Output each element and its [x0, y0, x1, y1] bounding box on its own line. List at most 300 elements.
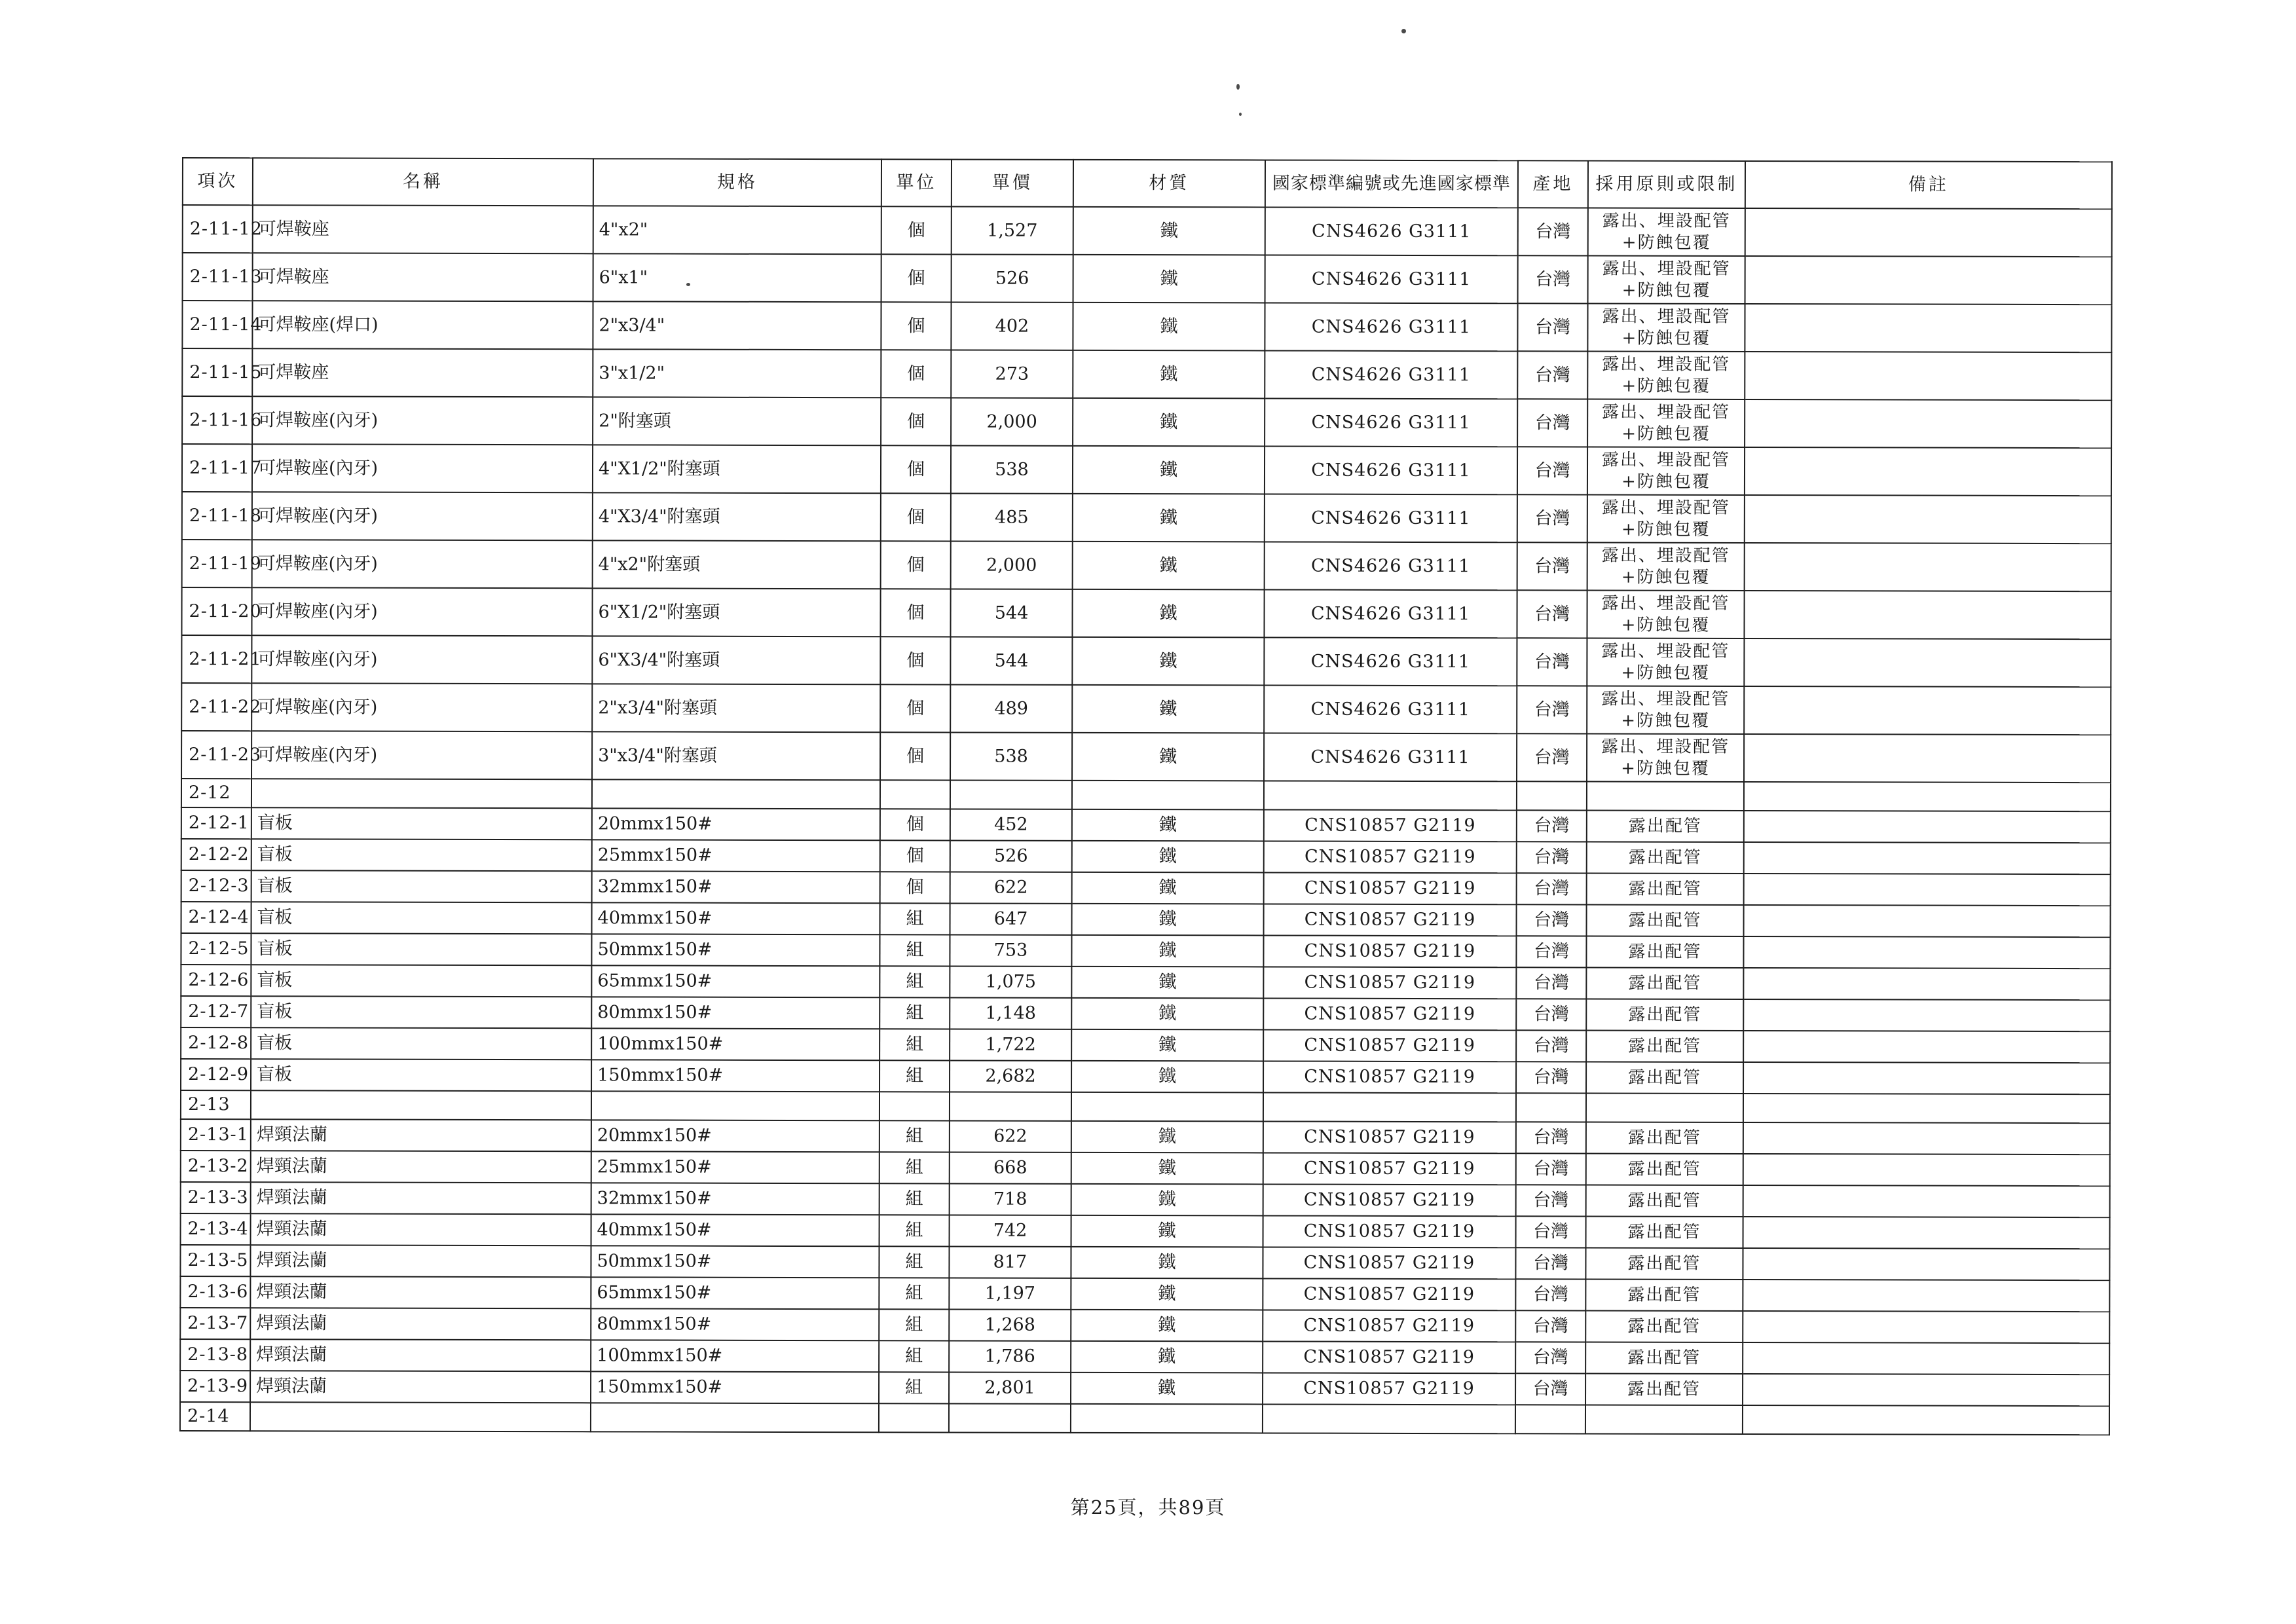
item-spec-cell: 150mmx150# [591, 1371, 879, 1403]
item-origin-cell: 台灣 [1517, 638, 1587, 686]
item-origin-cell: 台灣 [1516, 936, 1586, 967]
item-origin-cell: 台灣 [1517, 303, 1587, 351]
item-standard-cell: CNS10857 G2119 [1263, 1278, 1515, 1310]
item-standard-cell: CNS4626 G3111 [1265, 494, 1517, 542]
item-rule-cell: 露出配管 [1587, 904, 1744, 936]
item-material-cell: 鐵 [1071, 935, 1263, 967]
item-price-cell: 273 [951, 350, 1073, 397]
item-remark-cell [1744, 591, 2111, 639]
item-spec-cell: 2"x3/4" [593, 301, 881, 350]
item-spec-cell: 4"X3/4"附塞頭 [593, 492, 881, 541]
item-price-cell: 526 [950, 840, 1072, 872]
table-row [180, 1371, 2109, 1406]
item-name-cell: 焊頸法蘭 [250, 1371, 591, 1403]
item-spec-cell: 20mmx150# [591, 1120, 880, 1152]
item-rule-cell: 露出配管 [1586, 1061, 1743, 1094]
item-material-cell: 鐵 [1072, 872, 1264, 904]
item-price-cell: 1,148 [950, 997, 1071, 1029]
item-standard-cell: CNS4626 G3111 [1265, 542, 1517, 590]
item-spec-cell: 150mmx150# [591, 1060, 880, 1092]
item-remark-cell [1744, 874, 2111, 906]
table-row [181, 807, 2111, 843]
item-price-cell: 544 [950, 637, 1072, 684]
item-material-cell: 鐵 [1073, 494, 1265, 542]
item-standard-cell: CNS4626 G3111 [1265, 303, 1517, 351]
item-unit-cell: 組 [879, 1309, 949, 1340]
item-spec-cell: 3"x3/4"附塞頭 [592, 731, 880, 780]
item-name-cell [251, 1090, 591, 1120]
item-name-cell: 可焊鞍座 [253, 253, 593, 301]
item-spec-cell: 6"X3/4"附塞頭 [592, 636, 880, 684]
item-remark-cell [1745, 208, 2112, 257]
item-name-cell: 可焊鞍座(內牙) [251, 683, 592, 731]
item-origin-cell: 台灣 [1516, 1030, 1586, 1061]
item-price-cell: 538 [950, 732, 1072, 780]
table-row [181, 839, 2111, 874]
item-price-cell [949, 1403, 1071, 1432]
item-remark-cell [1743, 1094, 2110, 1123]
item-remark-cell [1743, 1405, 2109, 1435]
table-row [183, 205, 2112, 257]
header-origin: 產地 [1518, 160, 1588, 208]
item-price-cell: 1,527 [952, 206, 1073, 254]
item-origin-cell: 台灣 [1517, 351, 1587, 399]
item-material-cell: 鐵 [1073, 303, 1265, 351]
item-name-cell [251, 779, 592, 808]
item-remark-cell [1745, 352, 2111, 400]
item-price-cell: 622 [950, 1120, 1071, 1152]
table-row [181, 635, 2111, 687]
item-unit-cell: 個 [881, 302, 951, 350]
item-unit-cell: 個 [880, 637, 950, 684]
item-unit-cell: 組 [880, 1215, 950, 1246]
table-row [181, 1059, 2110, 1094]
item-name-cell: 焊頸法蘭 [250, 1308, 591, 1340]
item-name-cell: 盲板 [251, 839, 592, 871]
item-spec-cell: 65mmx150# [591, 1277, 879, 1309]
item-price-cell: 452 [950, 809, 1072, 840]
item-origin-cell: 台灣 [1517, 590, 1587, 638]
item-spec-cell: 50mmx150# [591, 934, 880, 966]
item-standard-cell: CNS10857 G2119 [1263, 998, 1516, 1030]
item-rule-cell: 露出配管 [1586, 967, 1743, 999]
item-unit-cell: 個 [881, 397, 951, 445]
item-name-cell [250, 1402, 591, 1431]
page-number: 第25頁，共89頁 [1070, 1496, 1226, 1519]
header-remark: 備註 [1745, 161, 2112, 209]
item-material-cell: 鐵 [1073, 255, 1265, 303]
item-spec-cell: 20mmx150# [592, 808, 880, 840]
item-origin-cell: 台灣 [1516, 1153, 1586, 1185]
item-origin-cell: 台灣 [1516, 1185, 1586, 1216]
scan-speck [1236, 84, 1240, 90]
item-rule-cell: 露出、埋設配管+防蝕包覆 [1587, 399, 1745, 447]
item-unit-cell: 個 [880, 589, 950, 637]
item-material-cell: 鐵 [1072, 637, 1264, 686]
item-origin-cell: 台灣 [1517, 810, 1587, 841]
item-material-cell: 鐵 [1071, 967, 1263, 999]
item-rule-cell: 露出配管 [1585, 1342, 1743, 1374]
item-code-cell: 2-11-22 [181, 683, 251, 731]
item-remark-cell [1743, 968, 2110, 1000]
item-unit-cell: 組 [880, 966, 950, 997]
item-name-cell: 盲板 [251, 902, 592, 934]
item-code-cell: 2-12-3 [181, 870, 251, 902]
item-remark-cell [1744, 734, 2111, 783]
item-unit-cell: 個 [881, 541, 951, 589]
table-row [182, 444, 2111, 496]
table-row [181, 933, 2110, 969]
item-rule-cell: 露出、埋設配管+防蝕包覆 [1587, 542, 1745, 591]
item-code-cell: 2-12 [181, 779, 251, 807]
header-item: 項次 [183, 158, 253, 205]
item-price-cell: 817 [949, 1246, 1071, 1278]
item-rule-cell: 露出配管 [1586, 999, 1743, 1031]
item-origin-cell: 台灣 [1518, 208, 1588, 255]
table-row [183, 253, 2112, 304]
item-price-cell: 742 [950, 1215, 1071, 1246]
item-material-cell: 鐵 [1073, 350, 1265, 399]
item-code-cell: 2-12-8 [181, 1027, 251, 1059]
item-code-cell: 2-13-4 [181, 1213, 251, 1245]
item-unit-cell: 個 [880, 732, 950, 780]
item-origin-cell: 台灣 [1517, 399, 1587, 447]
item-name-cell: 可焊鞍座(內牙) [252, 540, 593, 588]
table-header-row [183, 158, 2112, 209]
item-spec-cell: 6"X1/2"附塞頭 [592, 588, 880, 637]
item-remark-cell [1745, 543, 2111, 591]
item-spec-cell: 25mmx150# [592, 840, 880, 872]
item-spec-cell: 3"x1/2" [593, 349, 881, 397]
item-spec-cell: 100mmx150# [591, 1340, 879, 1372]
item-spec-cell: 40mmx150# [592, 902, 880, 934]
item-code-cell: 2-12-4 [181, 902, 251, 933]
item-price-cell: 489 [950, 684, 1072, 732]
item-unit-cell: 個 [881, 350, 951, 397]
item-price-cell: 538 [951, 445, 1073, 493]
item-name-cell: 可焊鞍座(焊口) [252, 301, 593, 349]
item-remark-cell [1745, 256, 2112, 304]
item-remark-cell [1744, 782, 2111, 811]
item-material-cell: 鐵 [1071, 1278, 1263, 1310]
table-row [180, 1245, 2109, 1280]
item-spec-cell: 80mmx150# [591, 1308, 879, 1340]
item-material-cell: 鐵 [1071, 1184, 1263, 1216]
item-material-cell: 鐵 [1071, 1310, 1263, 1342]
item-unit-cell: 個 [881, 493, 951, 541]
item-unit-cell: 組 [879, 1372, 949, 1403]
item-standard-cell: CNS10857 G2119 [1264, 872, 1517, 904]
item-standard-cell: CNS4626 G3111 [1264, 637, 1517, 686]
item-rule-cell: 露出、埋設配管+防蝕包覆 [1587, 590, 1744, 638]
item-rule-cell: 露出、埋設配管+防蝕包覆 [1587, 733, 1744, 782]
item-material-cell: 鐵 [1072, 904, 1264, 936]
item-origin-cell [1516, 1093, 1586, 1122]
item-code-cell: 2-12-6 [181, 965, 251, 996]
item-name-cell: 可焊鞍座(內牙) [252, 444, 593, 492]
item-origin-cell: 台灣 [1517, 686, 1587, 733]
table-row [181, 1027, 2110, 1063]
item-remark-cell [1743, 936, 2110, 969]
item-spec-cell: 65mmx150# [591, 965, 880, 997]
item-rule-cell: 露出、埋設配管+防蝕包覆 [1588, 255, 1745, 304]
item-rule-cell: 露出、埋設配管+防蝕包覆 [1587, 447, 1745, 495]
item-name-cell: 盲板 [251, 933, 591, 965]
item-standard-cell: CNS10857 G2119 [1263, 1121, 1516, 1153]
table-row [181, 587, 2111, 639]
item-remark-cell [1743, 1280, 2109, 1312]
item-unit-cell: 個 [881, 254, 952, 302]
table-row [181, 996, 2110, 1031]
item-rule-cell [1585, 1405, 1743, 1434]
item-material-cell: 鐵 [1073, 207, 1265, 255]
item-material-cell: 鐵 [1073, 542, 1265, 590]
item-name-cell: 焊頸法蘭 [251, 1119, 591, 1151]
item-code-cell: 2-13-8 [180, 1339, 250, 1371]
item-standard-cell: CNS10857 G2119 [1263, 1215, 1516, 1247]
item-name-cell: 盲板 [251, 996, 591, 1028]
table-body [180, 205, 2112, 1435]
item-rule-cell: 露出配管 [1585, 1279, 1743, 1311]
item-price-cell: 1,075 [950, 966, 1071, 997]
item-code-cell: 2-11-15 [182, 348, 252, 396]
item-material-cell: 鐵 [1071, 1215, 1263, 1247]
item-remark-cell [1743, 1122, 2110, 1154]
item-rule-cell: 露出配管 [1587, 810, 1744, 842]
item-standard-cell: CNS4626 G3111 [1265, 446, 1517, 494]
item-origin-cell: 台灣 [1516, 999, 1586, 1030]
item-origin-cell: 台灣 [1517, 904, 1587, 936]
item-code-cell: 2-13 [181, 1090, 251, 1119]
header-price: 單價 [952, 159, 1073, 206]
item-price-cell: 526 [952, 254, 1073, 302]
table-row [181, 965, 2110, 1000]
item-remark-cell [1744, 811, 2111, 843]
item-unit-cell: 組 [879, 1340, 949, 1372]
item-spec-cell: 32mmx150# [592, 871, 880, 903]
item-price-cell: 718 [950, 1183, 1071, 1215]
item-price-cell: 2,000 [951, 397, 1073, 445]
item-material-cell: 鐵 [1072, 589, 1264, 638]
item-price-cell: 753 [950, 934, 1071, 966]
item-name-cell: 盲板 [251, 1059, 591, 1091]
item-material-cell: 鐵 [1073, 398, 1265, 447]
item-unit-cell [880, 780, 950, 809]
item-unit-cell: 組 [880, 1183, 950, 1215]
table-row [182, 540, 2111, 591]
header-rule: 採用原則或限制 [1588, 160, 1745, 208]
item-material-cell: 鐵 [1072, 685, 1264, 733]
item-origin-cell: 台灣 [1516, 1061, 1586, 1093]
item-unit-cell: 個 [880, 872, 950, 903]
item-unit-cell: 個 [881, 445, 951, 493]
item-rule-cell: 露出配管 [1586, 1185, 1743, 1217]
item-rule-cell: 露出、埋設配管+防蝕包覆 [1587, 686, 1744, 734]
item-code-cell: 2-11-12 [183, 205, 253, 253]
item-code-cell: 2-12-7 [181, 996, 251, 1027]
item-origin-cell: 台灣 [1515, 1342, 1585, 1373]
item-standard-cell: CNS10857 G2119 [1263, 1153, 1516, 1185]
item-code-cell: 2-13-9 [180, 1371, 250, 1402]
header-standard: 國家標準編號或先進國家標準 [1265, 160, 1518, 208]
item-origin-cell: 台灣 [1515, 1247, 1585, 1279]
item-code-cell: 2-11-14 [182, 301, 252, 348]
header-material: 材質 [1073, 160, 1265, 208]
section-row [181, 1090, 2110, 1123]
item-name-cell: 可焊鞍座 [252, 348, 593, 397]
item-remark-cell [1743, 1374, 2109, 1406]
item-rule-cell: 露出配管 [1585, 1373, 1743, 1405]
header-spec: 規格 [593, 158, 881, 206]
item-standard-cell: CNS10857 G2119 [1263, 1373, 1515, 1405]
item-standard-cell: CNS10857 G2119 [1263, 1341, 1515, 1373]
item-price-cell: 622 [950, 872, 1072, 903]
item-code-cell: 2-13-6 [180, 1276, 250, 1308]
item-rule-cell: 露出配管 [1586, 936, 1743, 968]
item-price-cell: 2,000 [951, 541, 1073, 589]
item-material-cell: 鐵 [1071, 1121, 1263, 1153]
item-origin-cell [1515, 1405, 1585, 1433]
item-code-cell: 2-11-20 [181, 587, 251, 635]
item-spec-cell: 50mmx150# [591, 1246, 879, 1278]
table-row [181, 1213, 2110, 1249]
item-standard-cell [1263, 1092, 1516, 1122]
item-unit-cell: 組 [880, 1029, 950, 1060]
item-origin-cell: 台灣 [1517, 494, 1587, 542]
item-spec-cell: 80mmx150# [591, 997, 880, 1029]
item-name-cell: 焊頸法蘭 [250, 1339, 591, 1371]
item-spec-cell [592, 779, 880, 809]
item-code-cell: 2-12-1 [181, 807, 251, 839]
item-unit-cell: 個 [880, 840, 950, 872]
item-remark-cell [1743, 1311, 2109, 1343]
item-remark-cell [1745, 447, 2111, 496]
item-name-cell: 可焊鞍座(內牙) [252, 492, 593, 540]
item-name-cell: 盲板 [251, 870, 592, 902]
item-name-cell: 可焊鞍座 [253, 205, 593, 253]
item-origin-cell [1517, 781, 1587, 810]
item-spec-cell [591, 1403, 879, 1432]
item-origin-cell: 台灣 [1517, 873, 1587, 904]
item-origin-cell: 台灣 [1517, 841, 1587, 873]
table-row [180, 1339, 2109, 1375]
item-material-cell: 鐵 [1071, 1153, 1263, 1185]
item-name-cell: 焊頸法蘭 [250, 1245, 591, 1277]
item-material-cell: 鐵 [1072, 841, 1264, 873]
item-spec-cell: 4"x2"附塞頭 [593, 540, 881, 589]
item-rule-cell: 露出、埋設配管+防蝕包覆 [1587, 351, 1745, 399]
item-rule-cell: 露出配管 [1586, 1030, 1743, 1062]
item-code-cell: 2-13-7 [180, 1308, 250, 1339]
item-code-cell: 2-12-2 [181, 839, 251, 870]
item-code-cell: 2-12-5 [181, 933, 251, 965]
item-code-cell: 2-11-23 [181, 731, 251, 779]
item-standard-cell [1263, 1404, 1515, 1433]
item-origin-cell: 台灣 [1517, 733, 1587, 781]
item-code-cell: 2-11-17 [182, 444, 252, 492]
scan-speck [1239, 113, 1242, 116]
item-remark-cell [1743, 1248, 2109, 1280]
item-price-cell: 1,197 [949, 1278, 1071, 1309]
item-unit-cell: 組 [880, 1120, 950, 1152]
item-standard-cell: CNS10857 G2119 [1263, 1061, 1516, 1093]
item-unit-cell [880, 1092, 950, 1120]
item-origin-cell: 台灣 [1517, 447, 1587, 494]
item-standard-cell: CNS4626 G3111 [1264, 733, 1517, 781]
item-standard-cell: CNS4626 G3111 [1265, 398, 1517, 447]
item-price-cell: 544 [950, 589, 1072, 637]
item-origin-cell: 台灣 [1515, 1310, 1585, 1342]
item-code-cell: 2-11-13 [183, 253, 253, 301]
item-spec-cell [591, 1091, 880, 1120]
item-rule-cell: 露出、埋設配管+防蝕包覆 [1587, 638, 1744, 686]
item-origin-cell: 台灣 [1516, 967, 1586, 999]
item-standard-cell: CNS10857 G2119 [1263, 967, 1516, 999]
item-spec-cell: 4"X1/2"附塞頭 [593, 445, 881, 493]
item-material-cell: 鐵 [1071, 998, 1263, 1030]
item-unit-cell: 組 [880, 1152, 950, 1183]
header-unit: 單位 [881, 159, 952, 206]
item-name-cell: 可焊鞍座(內牙) [252, 396, 593, 445]
item-spec-cell: 32mmx150# [591, 1183, 880, 1215]
item-unit-cell: 組 [880, 997, 950, 1029]
item-standard-cell: CNS10857 G2119 [1264, 841, 1517, 873]
table-row [182, 348, 2111, 400]
item-remark-cell [1744, 842, 2111, 874]
item-price-cell [950, 780, 1072, 809]
item-price-cell: 1,722 [950, 1029, 1071, 1060]
item-price-cell: 668 [950, 1152, 1071, 1183]
item-name-cell: 焊頸法蘭 [250, 1276, 591, 1308]
table-row [180, 1308, 2109, 1343]
item-standard-cell [1264, 781, 1517, 810]
item-code-cell: 2-13-2 [181, 1151, 251, 1182]
item-material-cell: 鐵 [1071, 1029, 1263, 1061]
item-remark-cell [1743, 1154, 2110, 1186]
table-row [182, 301, 2111, 352]
item-material-cell: 鐵 [1071, 1247, 1263, 1279]
item-rule-cell [1586, 1093, 1743, 1122]
item-remark-cell [1743, 1342, 2109, 1375]
item-code-cell: 2-11-21 [181, 635, 251, 683]
item-spec-cell: 6"x1" [593, 253, 881, 302]
item-unit-cell: 組 [880, 1060, 950, 1092]
item-remark-cell [1745, 304, 2111, 352]
item-price-cell: 2,682 [950, 1060, 1071, 1092]
item-material-cell [1072, 781, 1264, 810]
item-origin-cell: 台灣 [1515, 1279, 1585, 1310]
table-row [181, 731, 2111, 783]
item-material-cell: 鐵 [1071, 1341, 1263, 1373]
item-price-cell: 2,801 [949, 1372, 1071, 1403]
table-row [181, 1119, 2110, 1154]
item-remark-cell [1743, 1062, 2110, 1094]
item-remark-cell [1744, 638, 2111, 687]
price-list-table [179, 157, 2113, 1435]
item-remark-cell [1744, 905, 2111, 937]
item-name-cell: 盲板 [251, 807, 592, 840]
item-name-cell: 焊頸法蘭 [251, 1182, 591, 1214]
item-code-cell: 2-11-18 [182, 492, 252, 540]
item-code-cell: 2-14 [180, 1402, 250, 1431]
item-spec-cell: 25mmx150# [591, 1151, 880, 1183]
table-row [181, 1182, 2110, 1217]
item-code-cell: 2-13-1 [181, 1119, 251, 1151]
item-standard-cell: CNS10857 G2119 [1263, 1184, 1516, 1216]
item-rule-cell: 露出配管 [1586, 1216, 1743, 1248]
item-unit-cell [879, 1403, 949, 1432]
scan-speck [1401, 29, 1406, 33]
